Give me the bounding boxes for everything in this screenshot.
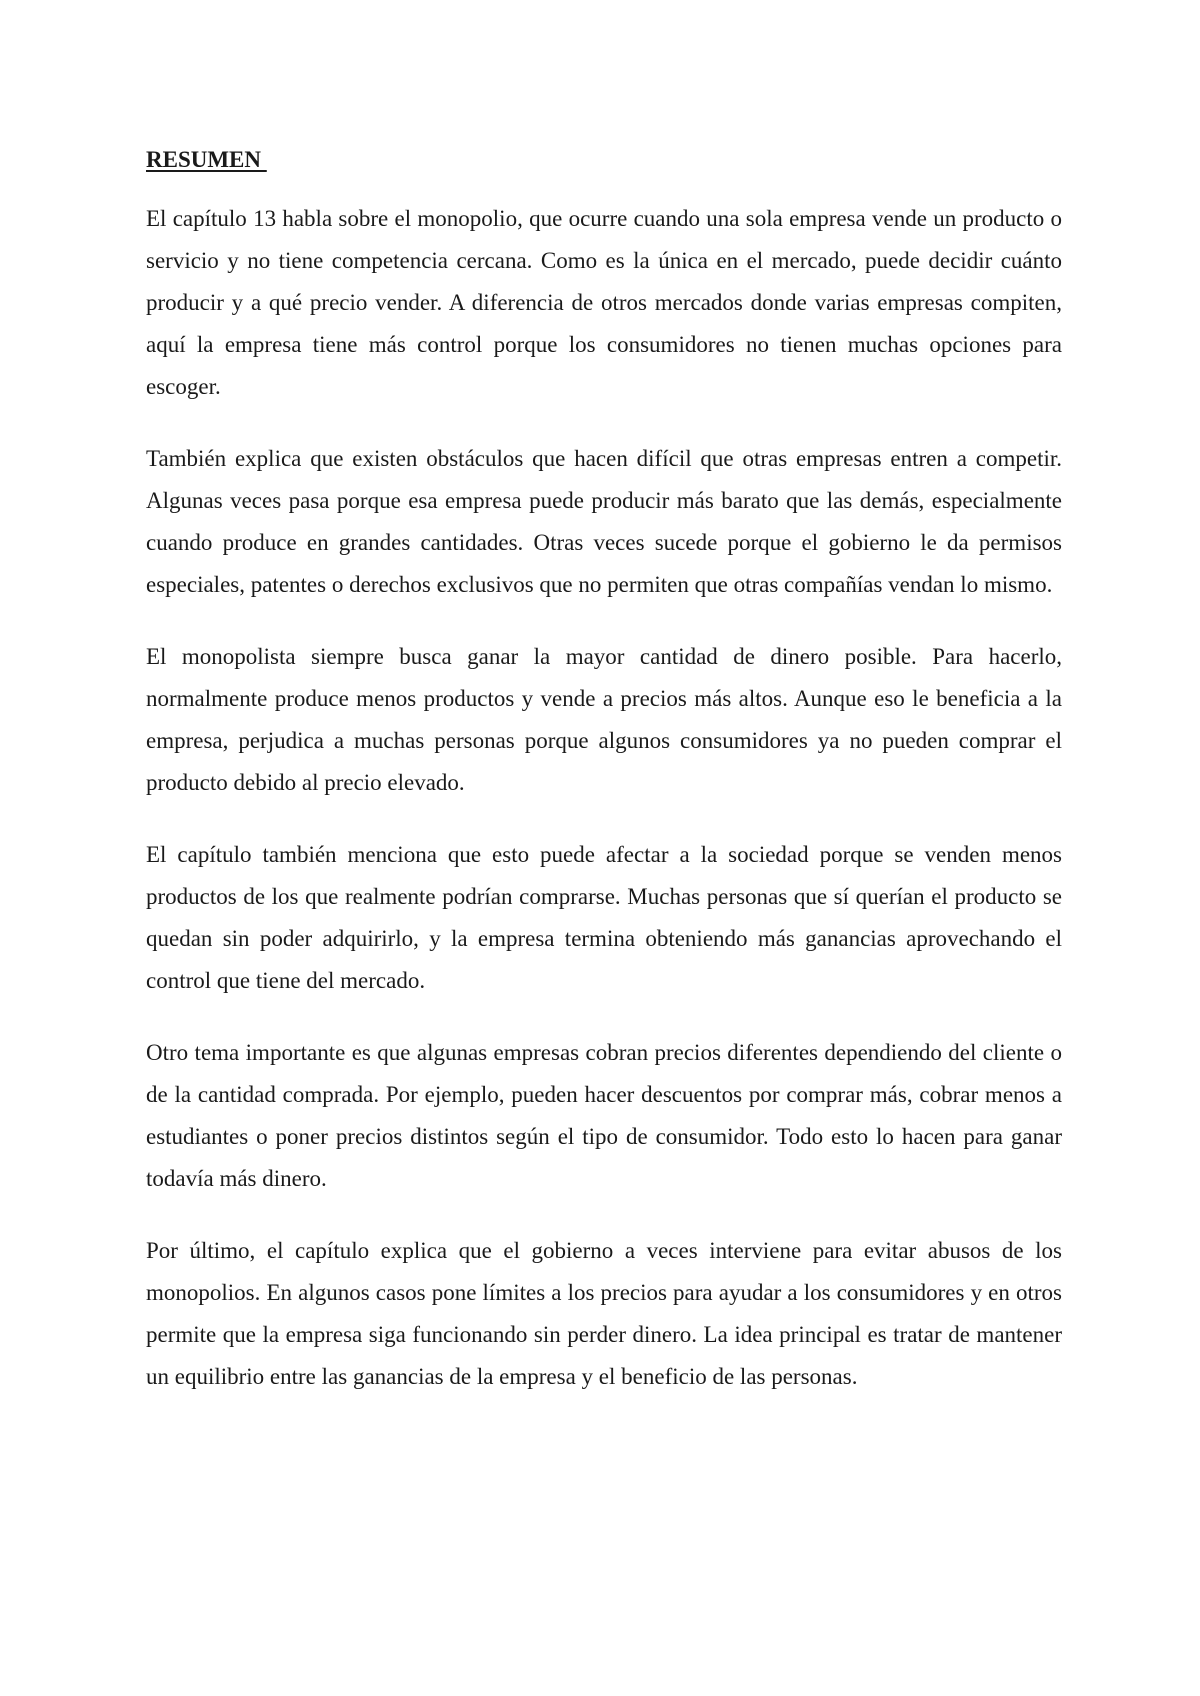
- paragraph-2: También explica que existen obstáculos que hacen difícil que otras empresas entren a competir. Algunas veces pasa porque esa empresa puede producir más barato que las demás, especialmente cuando produce en grandes cantidades. Otras veces sucede porque el gobierno le da permisos especiales, patentes o derechos exclusivos que no permiten que otras compañías vendan lo mismo.: [146, 446, 1062, 597]
- paragraph-1: El capítulo 13 habla sobre el monopolio, que ocurre cuando una sola empresa vende un producto o servicio y no tiene competencia cercana. Como es la única en el mercado, puede decidir cuánto producir y a qué precio vender. A diferencia de otros mercados donde varias empresas compiten, aquí la empresa tiene más control porque los consumidores no tienen muchas opciones para escoger.: [146, 206, 1062, 399]
- document-body: [146, 144, 1062, 1428]
- paragraph-4: El capítulo también menciona que esto puede afectar a la sociedad porque se venden menos productos de los que realmente podrían comprarse. Muchas personas que sí querían el producto se quedan sin poder adquirirlo, y la empresa termina obteniendo más ganancias aprovechando el control que tiene del mercado.: [146, 842, 1062, 993]
- paragraph-5: Otro tema importante es que algunas empresas cobran precios diferentes dependiendo del cliente o de la cantidad comprada. Por ejemplo, pueden hacer descuentos por comprar más, cobrar menos a estudiantes o poner precios distintos según el tipo de consumidor. Todo esto lo hacen para ganar todavía más dinero.: [146, 1040, 1062, 1191]
- paragraph-3: El monopolista siempre busca ganar la mayor cantidad de dinero posible. Para hacerlo, normalmente produce menos productos y vende a precios más altos. Aunque eso le beneficia a la empresa, perjudica a muchas personas porque algunos consumidores ya no pueden comprar el producto debido al precio elevado.: [146, 644, 1062, 795]
- paragraph-6: Por último, el capítulo explica que el gobierno a veces interviene para evitar abusos de los monopolios. En algunos casos pone límites a los precios para ayudar a los consumidores y en otros permite que la empresa siga funcionando sin perder dinero. La idea principal es tratar de mantener un equilibrio entre las ganancias de la empresa y el beneficio de las personas.: [146, 1238, 1062, 1389]
- document-heading: RESUMEN: [146, 147, 267, 172]
